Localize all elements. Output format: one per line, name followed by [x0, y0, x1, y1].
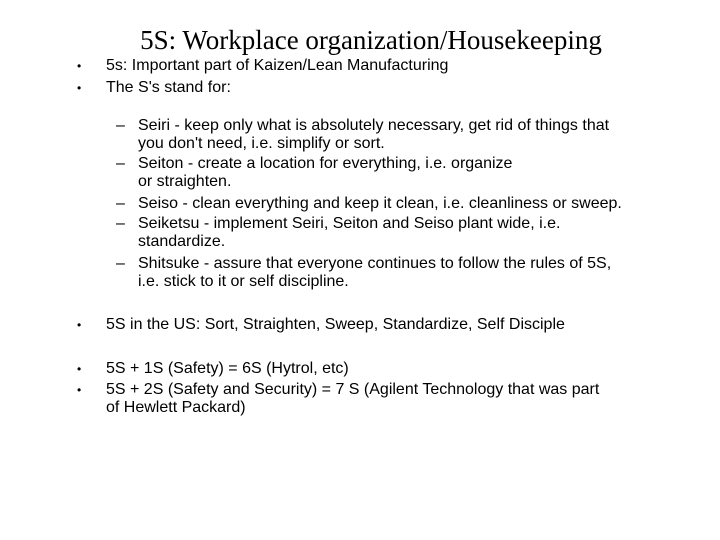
sub-item-line: standardize. [138, 233, 226, 250]
sub-item-line: Seiketsu - implement Seiri, Seiton and Seiso plant wide, i.e. [138, 215, 561, 232]
bullet-marker: • [77, 59, 82, 73]
dash-marker: – [116, 195, 125, 212]
sub-item-line: Seiri - keep only what is absolutely necessary, get rid of things that [138, 117, 610, 134]
bullet-text: 5S + 2S (Safety and Security) = 7 S (Agilent Technology that was part [106, 381, 600, 398]
bullet-text: of Hewlett Packard) [106, 399, 246, 416]
bullet-marker: • [77, 362, 82, 376]
bullet-marker: • [77, 318, 82, 332]
dash-marker: – [116, 117, 125, 134]
bullet-marker: • [77, 383, 82, 397]
sub-item-line: or straighten. [138, 173, 232, 190]
bullet-text: 5S + 1S (Safety) = 6S (Hytrol, etc) [106, 360, 349, 377]
bullet-text: 5S in the US: Sort, Straighten, Sweep, Standardize, Self Disciple [106, 316, 565, 333]
sub-item-line: i.e. stick to it or self discipline. [138, 273, 349, 290]
bullet-text: 5s: Important part of Kaizen/Lean Manufacturing [106, 57, 449, 74]
bullet-marker: • [77, 81, 82, 95]
sub-item-line: Seiton - create a location for everything, i.e. organize [138, 155, 513, 172]
sub-item-line: Shitsuke - assure that everyone continues to follow the rules of 5S, [138, 255, 612, 272]
bullet-text: The S's stand for: [106, 79, 231, 96]
dash-marker: – [116, 255, 125, 272]
dash-marker: – [116, 155, 125, 172]
dash-marker: – [116, 215, 125, 232]
sub-item-line: Seiso - clean everything and keep it clean, i.e. cleanliness or sweep. [138, 195, 622, 212]
sub-item-line: you don't need, i.e. simplify or sort. [138, 135, 385, 152]
slide-title: 5S: Workplace organization/Housekeeping [140, 25, 602, 55]
